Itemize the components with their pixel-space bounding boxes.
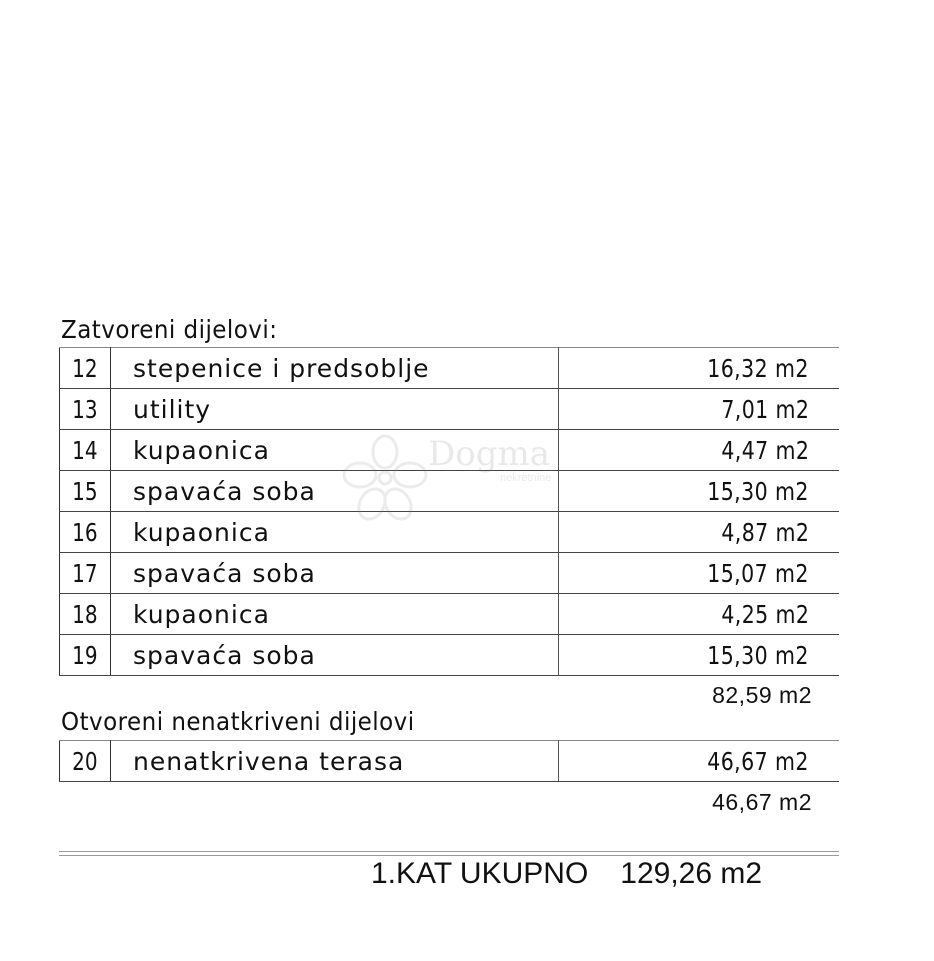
total-divider-line — [59, 851, 839, 852]
room-number: 20 — [72, 746, 98, 776]
room-name: kupaonica — [111, 594, 559, 635]
room-area: 15,30 m2 — [707, 640, 809, 670]
room-area-cell — [559, 389, 840, 430]
room-name: kupaonica — [111, 430, 559, 471]
room-number: 13 — [72, 394, 98, 424]
open-section-title: Otvoreni nenatkriveni dijelovi — [61, 707, 415, 736]
room-area: 4,47 m2 — [720, 435, 809, 465]
room-area-cell — [559, 553, 840, 594]
grand-total-value: 129,26 m2 — [620, 857, 763, 890]
room-area: 15,30 m2 — [707, 476, 809, 506]
room-number: 16 — [72, 517, 98, 547]
room-number-cell — [60, 741, 111, 782]
open-parts-table — [59, 740, 839, 782]
room-area: 15,07 m2 — [707, 558, 809, 588]
open-subtotal: 46,67 m2 — [712, 789, 812, 815]
room-area-cell — [559, 471, 840, 512]
room-number-cell — [60, 471, 111, 512]
room-area: 4,25 m2 — [720, 599, 809, 629]
room-area-cell — [559, 741, 840, 782]
room-area-cell — [559, 348, 840, 389]
room-area: 7,01 m2 — [720, 394, 809, 424]
grand-total — [371, 857, 762, 891]
room-area: 46,67 m2 — [707, 746, 809, 776]
room-number-cell — [60, 430, 111, 471]
room-area: 4,87 m2 — [720, 517, 809, 547]
room-number: 19 — [72, 640, 98, 670]
room-number-cell — [60, 348, 111, 389]
room-number-cell — [60, 389, 111, 430]
room-name: stepenice i predsoblje — [111, 348, 559, 389]
room-number: 15 — [72, 476, 98, 506]
room-area-cell — [559, 635, 840, 676]
table-row — [60, 594, 840, 635]
table-row — [60, 635, 840, 676]
table-row — [60, 553, 840, 594]
room-area: 16,32 m2 — [707, 353, 809, 383]
table-row — [60, 348, 840, 389]
closed-subtotal: 82,59 m2 — [712, 682, 812, 708]
table-row — [60, 512, 840, 553]
room-number-cell — [60, 512, 111, 553]
room-number-cell — [60, 553, 111, 594]
closed-section-title: Zatvoreni dijelovi: — [61, 315, 278, 344]
watermark-brand: Dogma — [428, 434, 551, 474]
room-number: 18 — [72, 599, 98, 629]
room-area-cell — [559, 594, 840, 635]
room-number-cell — [60, 594, 111, 635]
room-name: nenatkrivena terasa — [111, 741, 559, 782]
table-row — [60, 471, 840, 512]
watermark-tagline: nekretnine — [500, 472, 552, 484]
closed-parts-table — [59, 347, 839, 676]
room-number-cell — [60, 635, 111, 676]
table-row — [60, 430, 840, 471]
table-row — [60, 389, 840, 430]
room-name: spavaća soba — [111, 635, 559, 676]
room-name: spavaća soba — [111, 553, 559, 594]
total-divider-line — [59, 855, 839, 856]
room-name: kupaonica — [111, 512, 559, 553]
room-area-cell — [559, 430, 840, 471]
room-number: 12 — [72, 353, 98, 383]
room-name: utility — [111, 389, 559, 430]
room-number: 14 — [72, 435, 98, 465]
room-name: spavaća soba — [111, 471, 559, 512]
table-row — [60, 741, 840, 782]
grand-total-label: 1.KAT UKUPNO — [371, 857, 589, 890]
room-number: 17 — [72, 558, 98, 588]
room-area-cell — [559, 512, 840, 553]
